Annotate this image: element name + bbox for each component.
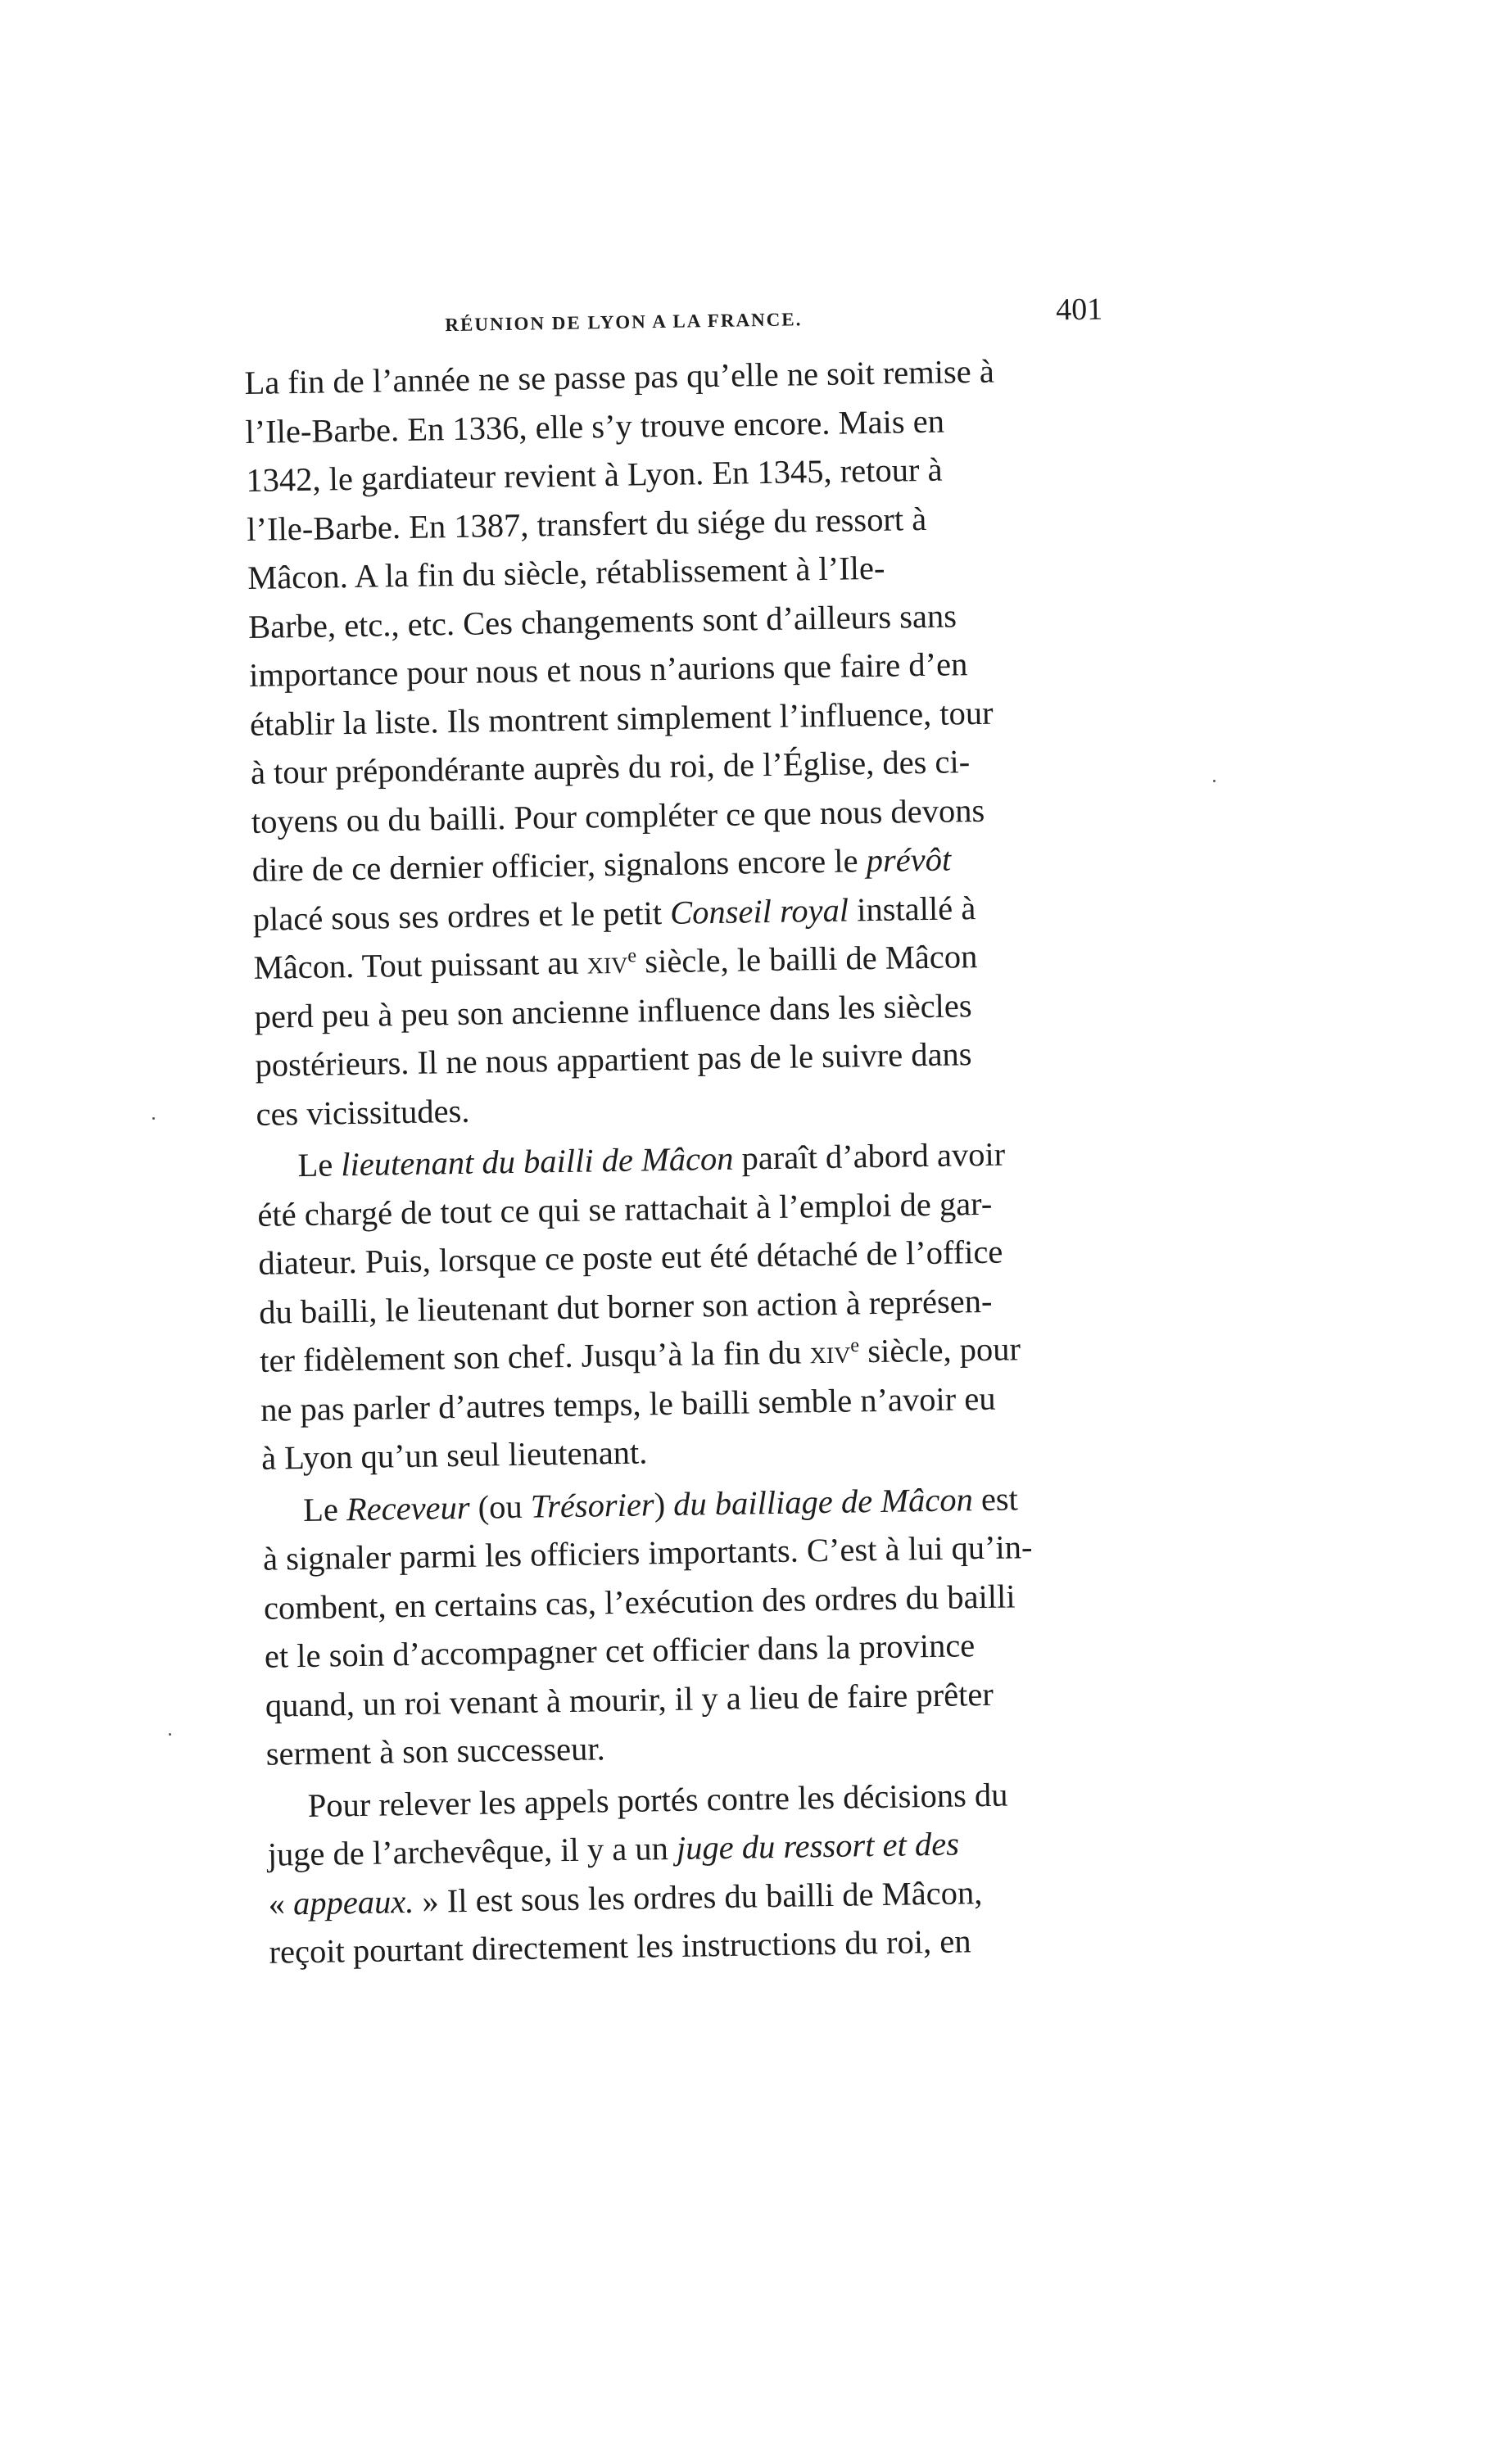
superscript: e [627, 944, 637, 967]
text-line: ne pas parler d’autres temps, le bailli semble n’avoir eu [260, 1379, 996, 1428]
italic-term: Conseil royal [669, 890, 849, 931]
text-segment: Mâcon. Tout puissant au [253, 944, 588, 986]
text-segment: ter fidèlement son chef. Jusqu’à la fin du [259, 1333, 810, 1379]
print-speck [152, 1117, 155, 1120]
text-line: La fin de l’année ne se passe pas qu’elle ne soit remise à [244, 352, 995, 401]
text-line: à signaler parmi les officiers importants. C’est à lui qu’in- [262, 1528, 1033, 1578]
text-line: été chargé de tout ce qui se rattachait à l’emploi de gar- [257, 1184, 993, 1234]
text-segment: siècle, pour [858, 1330, 1021, 1370]
text-segment: » Il est sous les ordres du bailli de Mâcon, [413, 1873, 983, 1920]
text-segment: (ou [469, 1487, 532, 1526]
paragraph-1 [244, 344, 1174, 1138]
text-line: Barbe, etc., etc. Ces changements sont d’ailleurs sans [247, 596, 957, 645]
italic-term: Receveur [346, 1488, 470, 1528]
text-segment: est [972, 1479, 1019, 1518]
text-segment: Le [297, 1146, 342, 1184]
italic-term: juge du ressort et des [676, 1825, 960, 1867]
paragraph-2 [256, 1127, 1179, 1483]
text-line: établir la liste. Ils montrent simplement l’influence, tour [249, 694, 994, 743]
text-line: l’Ile-Barbe. En 1336, elle s’y trouve encore. Mais en [245, 402, 945, 450]
italic-term: appeaux. [292, 1882, 414, 1922]
text-line: Pour relever les appels portés contre les décisions du [307, 1776, 1008, 1824]
text-line: perd peu à peu son ancienne influence dans les siècles [254, 986, 972, 1035]
century-numeral: xiv [809, 1333, 851, 1371]
text-segment: paraît d’abord avoir [733, 1135, 1006, 1177]
text-line: 1342, le gardiateur revient à Lyon. En 1345, retour à [246, 450, 943, 499]
text-line: ces vicissitudes. [256, 1092, 470, 1133]
text-line: du bailli, le lieutenant dut borner son action à représen- [258, 1282, 993, 1331]
text-line: et le soin d’accompagner cet officier dans la province [264, 1627, 976, 1675]
text-line: toyens ou du bailli. Pour compléter ce que nous devons [251, 791, 985, 840]
page-number: 401 [1055, 292, 1103, 328]
paragraph-4 [266, 1768, 1187, 1977]
text-line: à Lyon qu’un seul lieutenant. [260, 1433, 648, 1477]
print-speck [169, 1733, 171, 1736]
text-column [243, 290, 1187, 1976]
text-segment: « [268, 1884, 294, 1922]
paragraph-3 [262, 1472, 1184, 1779]
text-segment: placé sous ses ordres et le petit [252, 894, 671, 938]
text-line: à tour prépondérante auprès du roi, de l’Église, des ci- [250, 743, 971, 791]
text-line: diateur. Puis, lorsque ce poste eut été détaché de l’office [258, 1233, 1003, 1282]
text-segment: Le [302, 1490, 347, 1528]
italic-term: Trésorier [530, 1485, 654, 1525]
text-segment: dire de ce dernier officier, signalons encore le [251, 842, 867, 889]
text-segment: installé à [848, 889, 976, 928]
text-line: l’Ile-Barbe. En 1387, transfert du siége du ressort à [246, 500, 927, 548]
text-line: reçoit pourtant directement les instructions du roi, en [269, 1922, 971, 1971]
text-line: importance pour nous et nous n’aurions que faire d’en [248, 645, 968, 694]
text-segment: ) [654, 1485, 674, 1523]
print-speck [1213, 780, 1215, 782]
italic-term: du bailliage de Mâcon [672, 1480, 974, 1523]
text-line: Mâcon. A la fin du siècle, rétablissement à l’Ile- [247, 549, 885, 596]
superscript: e [850, 1333, 860, 1357]
text-line: serment à son successeur. [265, 1730, 605, 1772]
text-segment: juge de l’archevêque, il y a un [267, 1829, 677, 1873]
italic-term: lieutenant du bailli de Mâcon [340, 1139, 734, 1184]
text-line: postérieurs. Il ne nous appartient pas de le suivre dans [255, 1035, 972, 1084]
text-line: quand, un roi venant à mourir, il y a lieu de faire prêter [265, 1675, 994, 1724]
italic-term: prévôt [866, 840, 952, 880]
running-title: RÉUNION DE LYON A LA FRANCE. [445, 309, 803, 336]
century-numeral: xiv [586, 943, 628, 981]
text-segment: siècle, le bailli de Mâcon [636, 938, 978, 980]
text-line: combent, en certains cas, l’exécution des ordres du bailli [263, 1577, 1016, 1627]
